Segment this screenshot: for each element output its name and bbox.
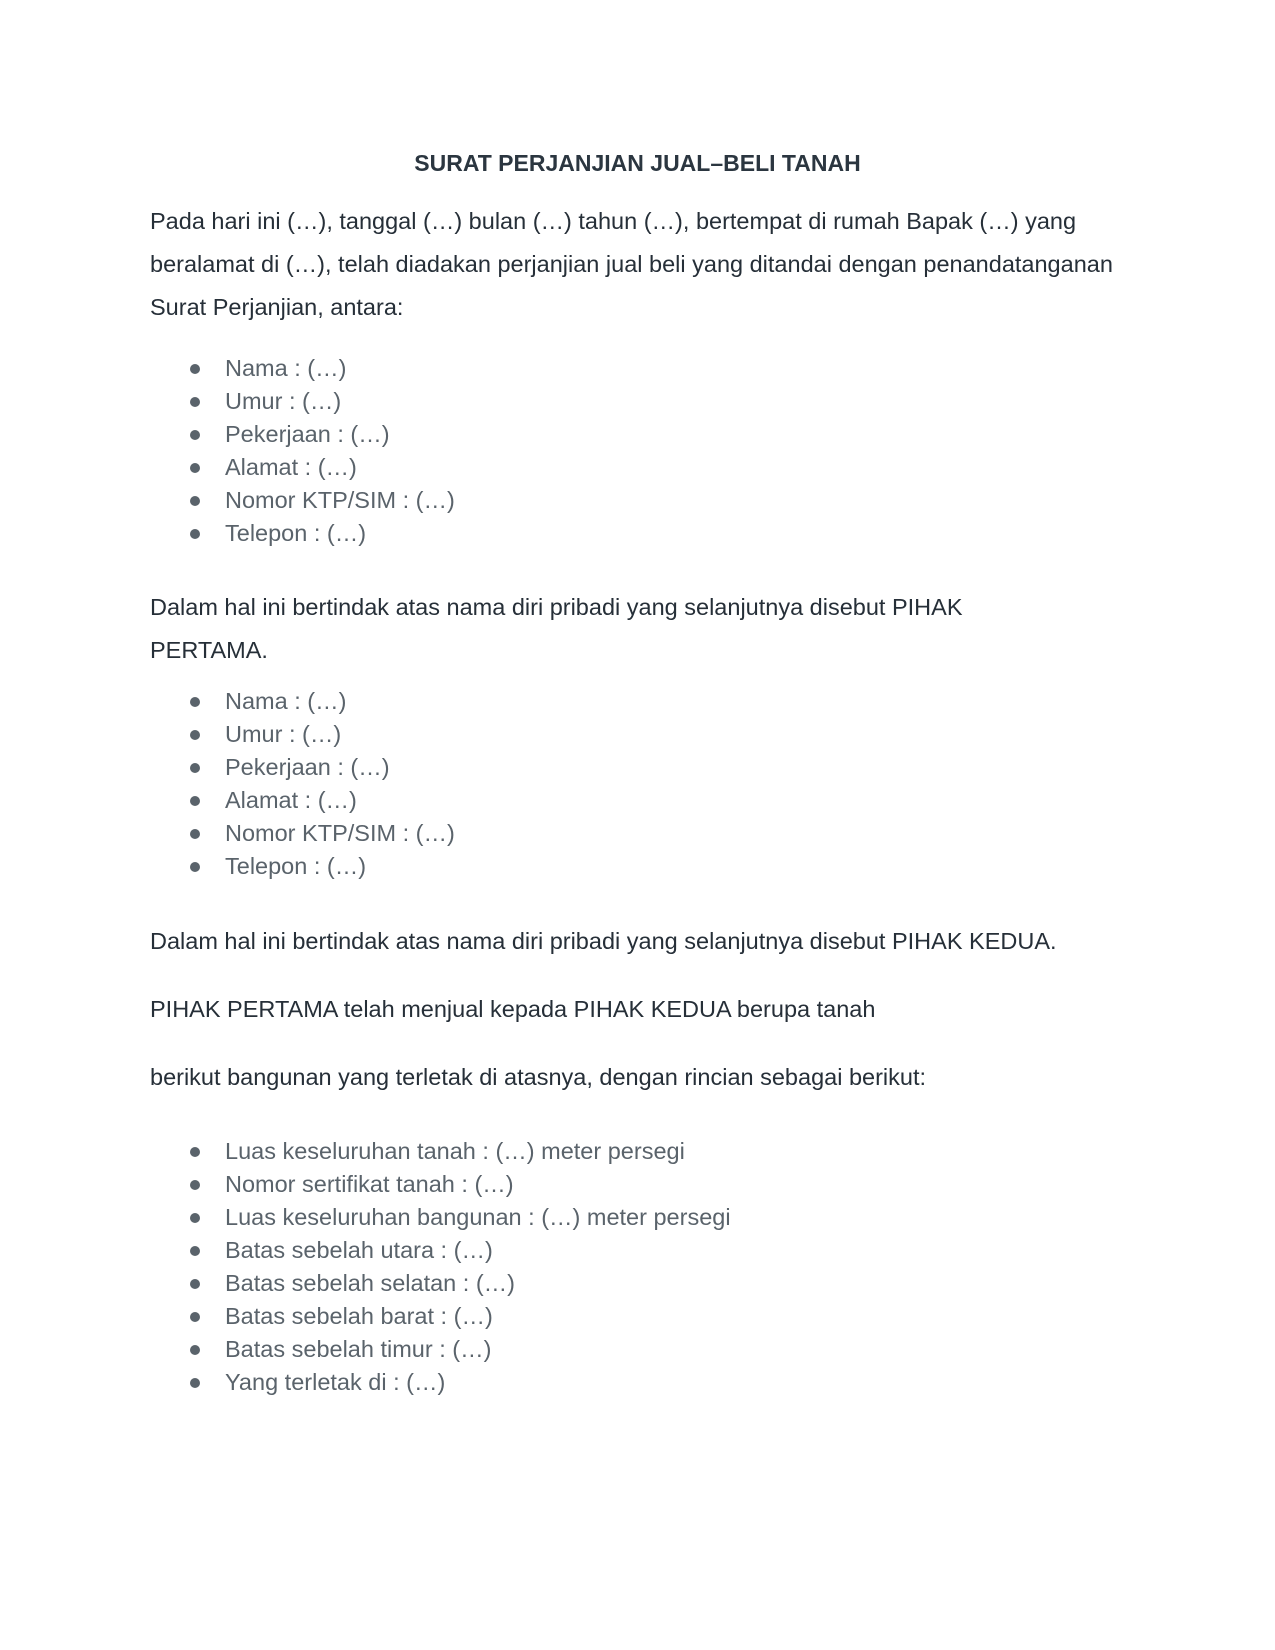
list-item-text: Nomor KTP/SIM : (…) [225, 487, 455, 513]
bullet-icon [190, 730, 200, 740]
list-item [150, 685, 455, 718]
bullet-icon [190, 763, 200, 773]
list-item [150, 718, 455, 751]
party2-details-list [150, 685, 455, 883]
list-item-text: Telepon : (…) [225, 853, 367, 879]
list-item-text: Alamat : (…) [225, 787, 357, 813]
list-item [150, 751, 455, 784]
list-item-text: Umur : (…) [225, 721, 342, 747]
list-item-text: Nomor sertifikat tanah : (…) [225, 1171, 514, 1197]
bullet-icon [190, 796, 200, 806]
list-item [150, 517, 455, 550]
bullet-icon [190, 829, 200, 839]
list-item-text: Luas keseluruhan tanah : (…) meter persegi [225, 1138, 685, 1164]
bullet-icon [190, 430, 200, 440]
party1-details-list [150, 352, 455, 550]
list-item-text: Batas sebelah timur : (…) [225, 1336, 492, 1362]
list-item-text: Pekerjaan : (…) [225, 421, 390, 447]
sale-statement: PIHAK PERTAMA telah menjual kepada PIHAK KEDUA berupa tanah [150, 996, 876, 1022]
document-title: SURAT PERJANJIAN JUAL–BELI TANAH [414, 150, 861, 176]
list-item [150, 1201, 731, 1234]
property-details-list [150, 1135, 731, 1399]
list-item [150, 817, 455, 850]
list-item-text: Telepon : (…) [225, 520, 367, 546]
bullet-icon [190, 529, 200, 539]
bullet-icon [190, 862, 200, 872]
list-item-text: Batas sebelah barat : (…) [225, 1303, 493, 1329]
list-item [150, 352, 455, 385]
list-item [150, 451, 455, 484]
bullet-icon [190, 1246, 200, 1256]
list-item-text: Yang terletak di : (…) [225, 1369, 446, 1395]
list-item-text: Pekerjaan : (…) [225, 754, 390, 780]
list-item [150, 1267, 731, 1300]
bullet-icon [190, 463, 200, 473]
list-item-text: Nama : (…) [225, 355, 347, 381]
bullet-icon [190, 1312, 200, 1322]
list-item [150, 418, 455, 451]
list-item [150, 385, 455, 418]
list-item [150, 850, 455, 883]
list-item-text: Umur : (…) [225, 388, 342, 414]
bullet-icon [190, 397, 200, 407]
list-item-text: Batas sebelah utara : (…) [225, 1237, 493, 1263]
list-item-text: Alamat : (…) [225, 454, 357, 480]
list-item-text: Batas sebelah selatan : (…) [225, 1270, 515, 1296]
bullet-icon [190, 697, 200, 707]
details-intro: berikut bangunan yang terletak di atasnya, dengan rincian sebagai berikut: [150, 1064, 927, 1090]
bullet-icon [190, 1345, 200, 1355]
list-item [150, 1135, 731, 1168]
party1-statement: Dalam hal ini bertindak atas nama diri pribadi yang selanjutnya disebut PIHAK PERTAMA. [150, 594, 963, 663]
list-item-text: Nomor KTP/SIM : (…) [225, 820, 455, 846]
list-item [150, 1300, 731, 1333]
bullet-icon [190, 1378, 200, 1388]
list-item [150, 1234, 731, 1267]
intro-paragraph: Pada hari ini (…), tanggal (…) bulan (…) tahun (…), bertempat di rumah Bapak (…) yang beralamat di (…), telah diadakan perjanjian jual beli yang ditandai dengan penandatanganan Surat Perjanjian, antara: [150, 208, 1113, 320]
list-item-text: Nama : (…) [225, 688, 347, 714]
bullet-icon [190, 1213, 200, 1223]
list-item [150, 484, 455, 517]
bullet-icon [190, 364, 200, 374]
bullet-icon [190, 1147, 200, 1157]
list-item [150, 784, 455, 817]
list-item [150, 1168, 731, 1201]
list-item [150, 1366, 731, 1399]
bullet-icon [190, 1279, 200, 1289]
list-item-text: Luas keseluruhan bangunan : (…) meter persegi [225, 1204, 731, 1230]
bullet-icon [190, 496, 200, 506]
list-item [150, 1333, 731, 1366]
bullet-icon [190, 1180, 200, 1190]
party2-statement: Dalam hal ini bertindak atas nama diri pribadi yang selanjutnya disebut PIHAK KEDUA. [150, 928, 1057, 954]
